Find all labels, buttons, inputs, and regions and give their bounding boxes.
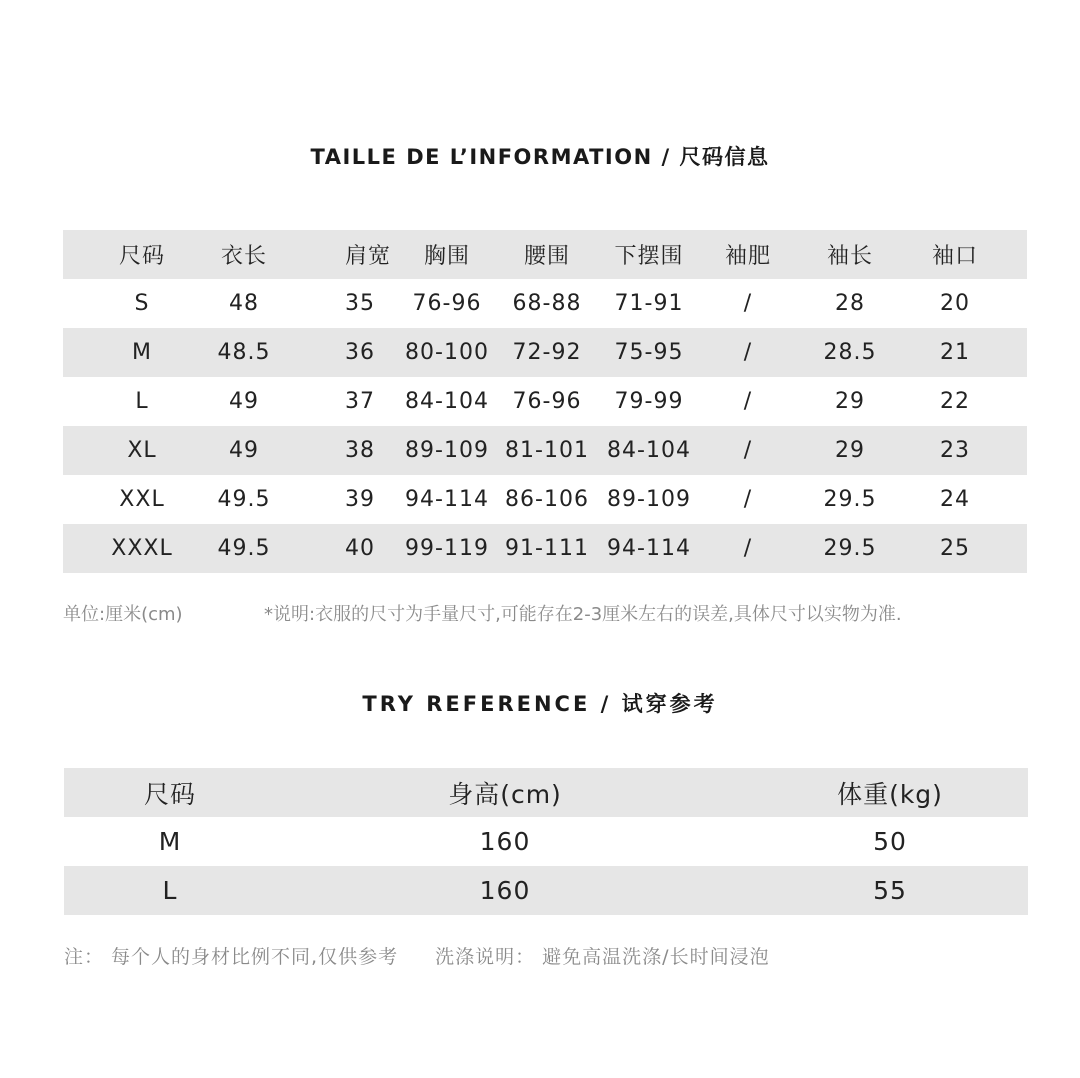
table-row: XXL 49.5 39 94-114 86-106 89-109 / 29.5 24 — [63, 475, 1027, 524]
table-cell: / — [743, 487, 753, 512]
header-cell: 体重(kg) — [837, 779, 943, 809]
table-cell: 28 — [835, 291, 865, 316]
table-cell: 76-96 — [412, 291, 482, 316]
header-cell: 胸围 — [423, 244, 471, 269]
table-row: S 48 35 76-96 68-88 71-91 / 28 20 — [63, 279, 1027, 328]
table-row: XL 49 38 89-109 81-101 84-104 / 29 23 — [63, 426, 1027, 475]
table-cell: 29 — [835, 389, 865, 414]
table-cell: XXL — [119, 487, 165, 512]
table-cell: 49.5 — [217, 487, 271, 512]
table-cell: 48 — [229, 291, 259, 316]
header-cell: 尺码 — [118, 244, 165, 269]
header-cell: 袖口 — [931, 244, 979, 269]
table-cell: 91-111 — [505, 536, 589, 561]
table-cell: 84-104 — [405, 389, 489, 414]
table-cell: 50 — [873, 827, 907, 856]
table-cell: 89-109 — [607, 487, 691, 512]
table-cell: L — [135, 389, 149, 414]
table-cell: 81-101 — [505, 438, 589, 463]
table-cell: 28.5 — [823, 340, 877, 365]
try-reference-table — [64, 768, 1028, 915]
table-cell: 24 — [940, 487, 970, 512]
table-cell: 89-109 — [405, 438, 489, 463]
table-cell: 160 — [479, 876, 531, 905]
table-cell: 48.5 — [217, 340, 271, 365]
header-cell: 下摆围 — [614, 244, 684, 269]
table-cell: 80-100 — [405, 340, 489, 365]
table-cell: 84-104 — [607, 438, 691, 463]
size-table-header: 尺码 衣长 肩宽 胸围 腰围 下摆围 袖肥 袖长 袖口 — [63, 230, 1027, 279]
table-cell: 29.5 — [823, 536, 877, 561]
table-cell: / — [743, 536, 753, 561]
footer-note — [64, 942, 770, 969]
table-cell: 55 — [873, 876, 907, 905]
table-cell: / — [743, 340, 753, 365]
header-cell: 袖肥 — [724, 244, 772, 269]
table-cell: 68-88 — [512, 291, 582, 316]
table-row — [64, 817, 1028, 866]
header-cell: 身高(cm) — [448, 779, 562, 809]
table-cell: 71-91 — [614, 291, 684, 316]
table-row: M 48.5 36 80-100 72-92 75-95 / 28.5 21 — [63, 328, 1027, 377]
table-cell: 20 — [940, 291, 970, 316]
table-cell: 99-119 — [405, 536, 489, 561]
table-cell: 75-95 — [614, 340, 684, 365]
table-cell: 94-114 — [607, 536, 691, 561]
table-cell: 25 — [940, 536, 970, 561]
table-cell: / — [743, 389, 753, 414]
table-cell: 22 — [940, 389, 970, 414]
size-info-title: TAILLE DE L’INFORMATION / 尺码信息 — [310, 145, 770, 169]
reference-note: 注： 每个人的身材比例不同,仅供参考 — [64, 946, 399, 968]
table-cell: 160 — [479, 827, 531, 856]
table-cell: 79-99 — [614, 389, 684, 414]
table-cell: 94-114 — [405, 487, 489, 512]
table-cell: 76-96 — [512, 389, 582, 414]
header-cell: 袖长 — [826, 244, 874, 269]
table-cell: M — [158, 827, 182, 856]
measurement-note: *说明:衣服的尺寸为手量尺寸,可能存在2-3厘米左右的误差,具体尺寸以实物为准. — [264, 604, 902, 625]
table-row: XXXL 49.5 40 99-119 91-111 94-114 / 29.5 25 — [63, 524, 1027, 573]
table-cell: 23 — [940, 438, 970, 463]
header-cell: 尺码 — [143, 779, 197, 809]
table-cell: S — [134, 291, 150, 316]
header-cell: 腰围 — [523, 244, 571, 269]
table-cell: 29 — [835, 438, 865, 463]
table-cell: / — [743, 291, 753, 316]
unit-note: 单位:厘米(cm) — [63, 604, 183, 625]
table-cell: L — [162, 876, 178, 905]
table-cell: XXXL — [111, 536, 173, 561]
table-cell: 49 — [229, 389, 259, 414]
table-cell: 49.5 — [217, 536, 271, 561]
table-cell: 21 — [940, 340, 970, 365]
table-cell: M — [132, 340, 152, 365]
table-cell: / — [743, 438, 753, 463]
table-row: L 49 37 84-104 76-96 79-99 / 29 22 — [63, 377, 1027, 426]
header-cell: 衣长 — [220, 244, 267, 269]
size-table — [63, 230, 1027, 573]
table-cell: 72-92 — [512, 340, 582, 365]
try-table-header — [64, 768, 1028, 817]
table-cell: XL — [127, 438, 157, 463]
table-cell: 49 — [229, 438, 259, 463]
washing-instructions: 洗涤说明： 避免高温洗涤/长时间浸泡 — [435, 946, 770, 968]
table-cell: 86-106 — [505, 487, 589, 512]
try-reference-title: TRY REFERENCE / 试穿参考 — [362, 692, 718, 716]
table-row — [64, 866, 1028, 915]
table-cell: 29.5 — [823, 487, 877, 512]
